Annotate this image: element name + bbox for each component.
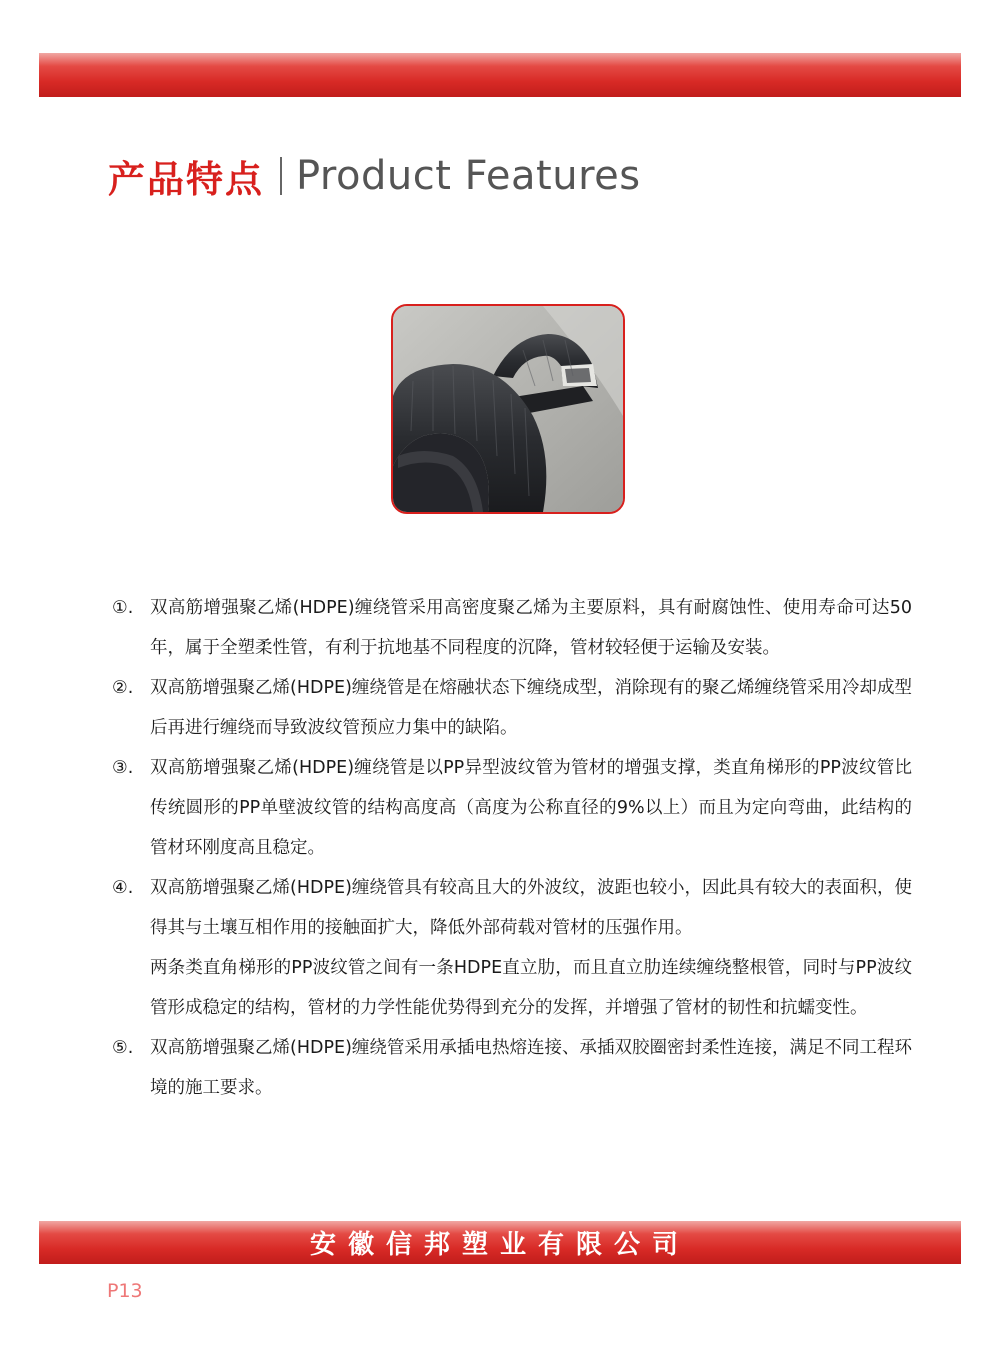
feature-item	[112, 588, 912, 668]
feature-text-extra: 两条类直角梯形的PP波纹管之间有一条HDPE直立肋，而且直立肋连续缠绕整根管，同时与PP波纹管形成稳定的结构，管材的力学性能优势得到充分的发挥，并增强了管材的韧性和抗蠕变性。	[150, 958, 912, 1018]
feature-number: ④.	[112, 878, 134, 898]
feature-text: 双高筋增强聚乙烯(HDPE)缠绕管是在熔融状态下缠绕成型，消除现有的聚乙烯缠绕管采用冷却成型后再进行缠绕而导致波纹管预应力集中的缺陷。	[150, 678, 912, 738]
title-chinese: 产品特点	[108, 158, 264, 201]
feature-number: ①.	[112, 598, 134, 618]
feature-text-group	[150, 868, 912, 1028]
footer-banner	[39, 1221, 961, 1264]
feature-number: ②.	[112, 678, 134, 698]
feature-item	[112, 868, 912, 1028]
feature-item	[112, 748, 912, 868]
feature-item	[112, 668, 912, 748]
feature-text: 双高筋增强聚乙烯(HDPE)缠绕管采用承插电热熔连接、承插双胶圈密封柔性连接，满足不同工程环境的施工要求。	[150, 1038, 912, 1098]
feature-text: 双高筋增强聚乙烯(HDPE)缠绕管是以PP异型波纹管为管材的增强支撑，类直角梯形的PP波纹管比传统圆形的PP单壁波纹管的结构高度高（高度为公称直径的9%以上）而且为定向弯曲，此结构的管材环刚度高且稳定。	[150, 758, 912, 858]
feature-number: ③.	[112, 758, 134, 778]
title-english: Product Features	[296, 153, 641, 199]
feature-item	[112, 1028, 912, 1108]
corrugated-pipe-photo-icon	[393, 306, 623, 512]
feature-text: 双高筋增强聚乙烯(HDPE)缠绕管采用高密度聚乙烯为主要原料，具有耐腐蚀性、使用寿命可达50年，属于全塑柔性管，有利于抗地基不同程度的沉降，管材较轻便于运输及安装。	[150, 598, 912, 658]
page-number: P13	[107, 1280, 143, 1302]
title-separator	[280, 157, 282, 195]
feature-list	[112, 588, 912, 1108]
product-photo	[391, 304, 625, 514]
feature-text: 双高筋增强聚乙烯(HDPE)缠绕管具有较高且大的外波纹，波距也较小，因此具有较大的表面积，使得其与土壤互相作用的接触面扩大，降低外部荷载对管材的压强作用。	[150, 878, 912, 938]
feature-number: ⑤.	[112, 1038, 134, 1058]
section-title	[108, 150, 641, 202]
company-name: 安徽信邦塑业有限公司	[309, 1230, 690, 1260]
top-red-banner	[39, 53, 961, 97]
